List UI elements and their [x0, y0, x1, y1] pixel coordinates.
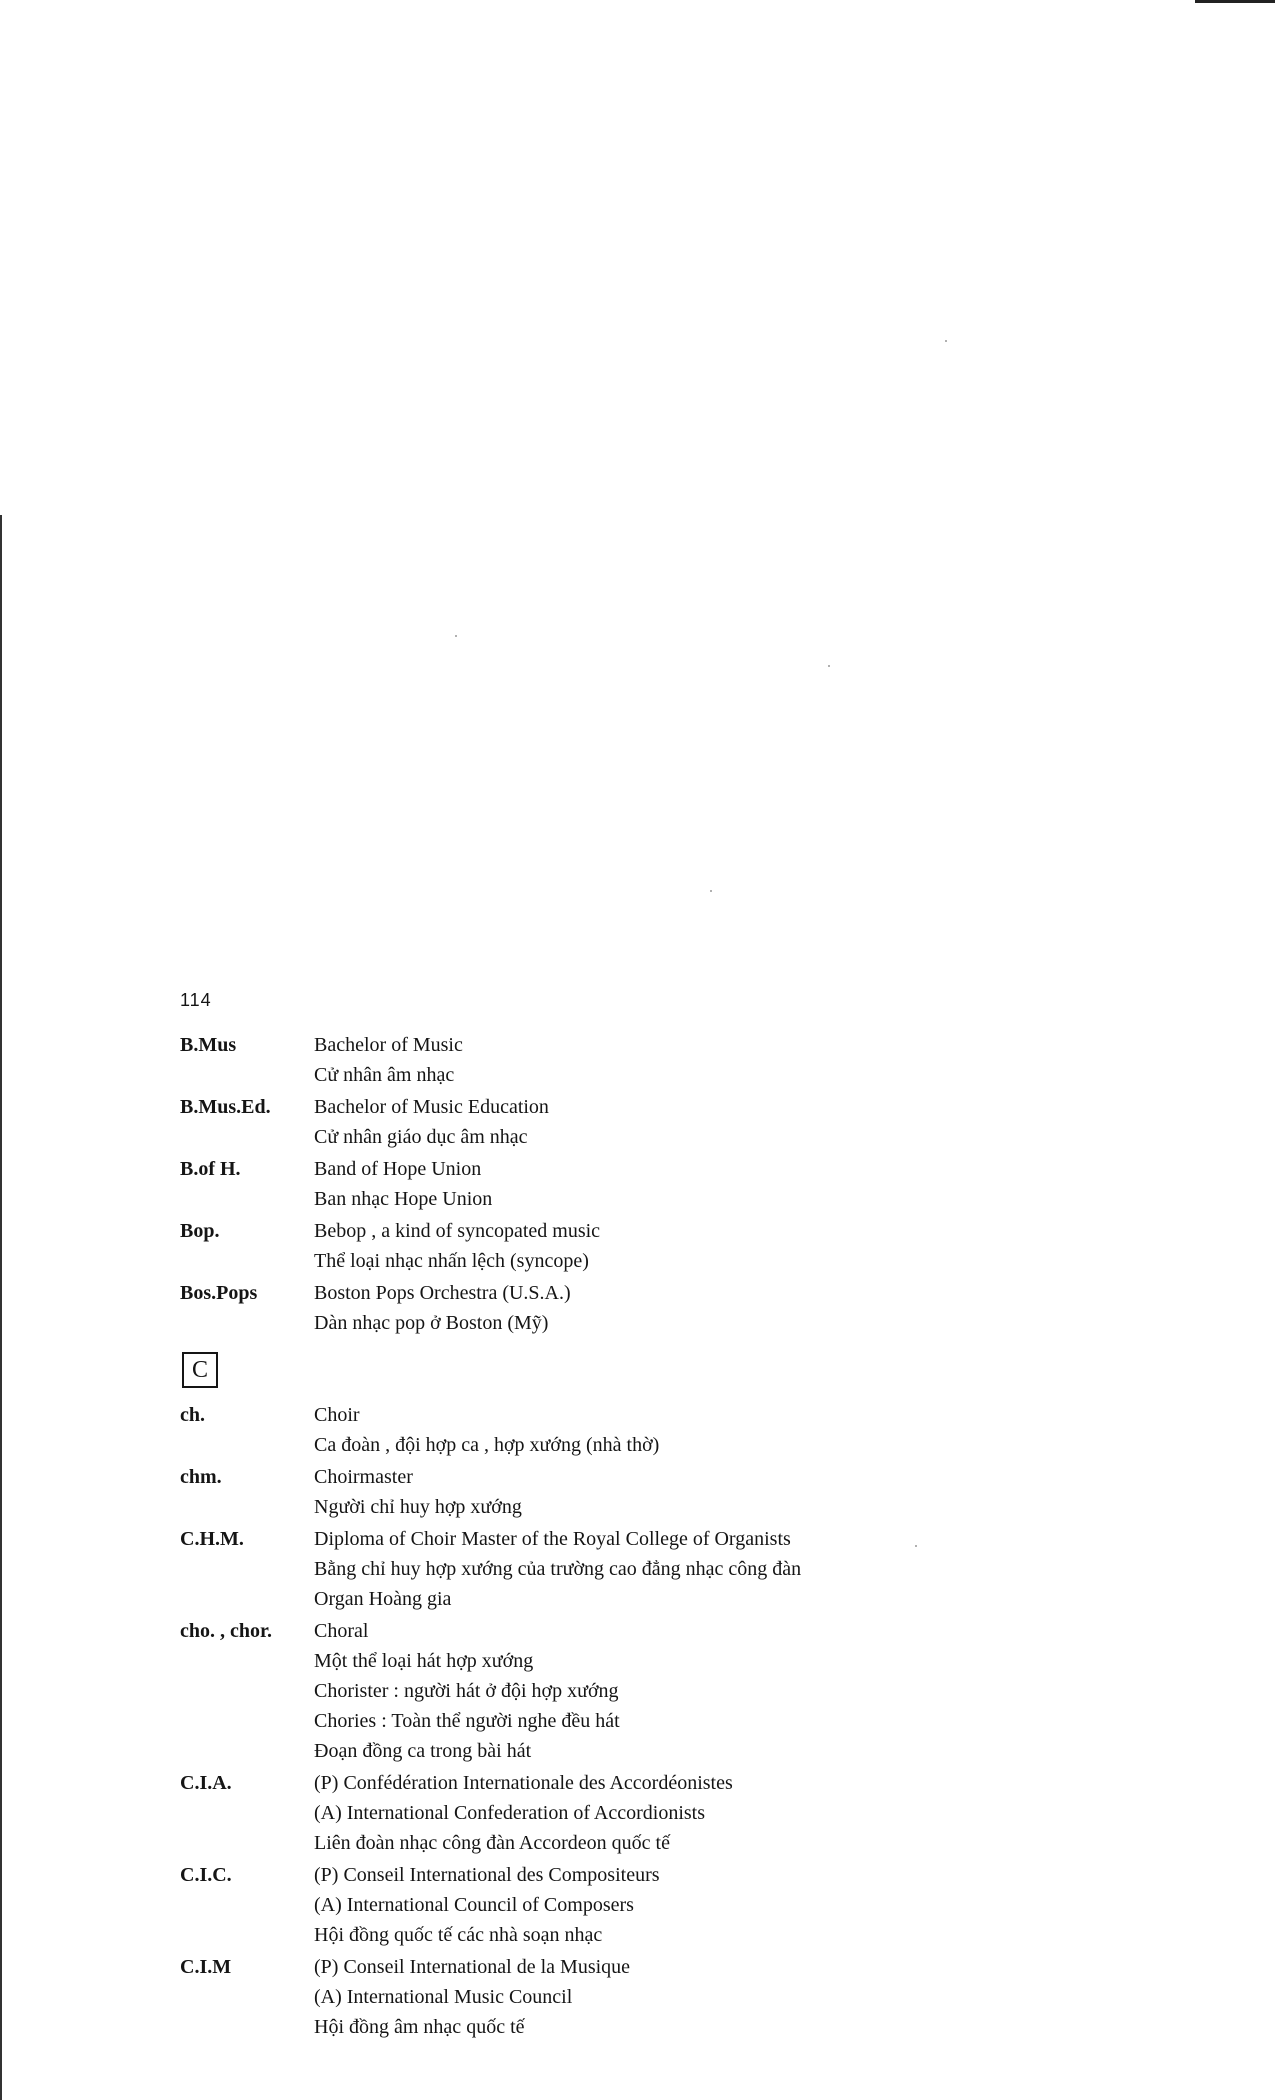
entry-abbreviation: B.of H.	[180, 1158, 241, 1180]
definition-vietnamese: Hội đồng quốc tế các nhà soạn nhạc	[314, 1924, 603, 1946]
definition-vietnamese: Ban nhạc Hope Union	[314, 1188, 493, 1210]
dictionary-entry	[180, 1278, 1080, 1338]
entry-abbreviation: ch.	[180, 1404, 205, 1426]
definition-vietnamese: Organ Hoàng gia	[314, 1588, 452, 1610]
entry-definition	[314, 1154, 1080, 1214]
entry-definition	[314, 1278, 1080, 1338]
definition-vietnamese: Bằng chỉ huy hợp xướng của trường cao đẳng nhạc công đàn	[314, 1558, 802, 1580]
entry-abbreviation: B.Mus	[180, 1034, 237, 1056]
definition-french: (P) Conseil International des Compositeurs	[314, 1864, 660, 1886]
entry-abbreviation: C.I.M	[180, 1956, 232, 1978]
definition-vietnamese: Thể loại nhạc nhấn lệch (syncope)	[314, 1250, 589, 1272]
definition-english: Choirmaster	[314, 1466, 413, 1488]
definition-vietnamese: Người chỉ huy hợp xướng	[314, 1496, 522, 1518]
entry-definition	[314, 1768, 1080, 1858]
entry-definition	[314, 1860, 1080, 1950]
entry-abbreviation: cho. , chor.	[180, 1620, 273, 1642]
entry-list-b	[180, 1030, 1080, 1340]
dictionary-entry	[180, 1952, 1080, 2042]
entry-list-c	[180, 1400, 1080, 2044]
entry-definition	[314, 1030, 1080, 1090]
scan-speck	[945, 340, 947, 342]
definition-french: (P) Confédération Internationale des Accordéonistes	[314, 1772, 733, 1794]
definition-english: (A) International Music Council	[314, 1986, 573, 2008]
dictionary-entry	[180, 1216, 1080, 1276]
definition-english: Diploma of Choir Master of the Royal College of Organists	[314, 1528, 791, 1550]
definition-english: Bebop , a kind of syncopated music	[314, 1220, 601, 1242]
definition-english: Choral	[314, 1620, 369, 1642]
definition-english: Choir	[314, 1404, 360, 1426]
definition-english: Bachelor of Music	[314, 1034, 463, 1056]
entry-abbreviation: Bos.Pops	[180, 1282, 258, 1304]
entry-abbreviation: C.I.C.	[180, 1864, 232, 1886]
dictionary-entry	[180, 1768, 1080, 1858]
section-letter-box: C	[182, 1352, 218, 1388]
dictionary-entry	[180, 1524, 1080, 1614]
scan-speck	[710, 890, 712, 892]
definition-vietnamese: Cử nhân giáo dục âm nhạc	[314, 1126, 528, 1148]
definition-english: Band of Hope Union	[314, 1158, 482, 1180]
definition-english: Bachelor of Music Education	[314, 1096, 549, 1118]
entry-definition	[314, 1952, 1080, 2042]
scan-edge-mark-left	[0, 515, 2, 2100]
definition-vietnamese: Hội đồng âm nhạc quốc tế	[314, 2016, 525, 2038]
definition-french: (P) Conseil International de la Musique	[314, 1956, 631, 1978]
page-number: 114	[180, 990, 212, 1010]
scan-speck	[455, 635, 457, 637]
entry-definition	[314, 1524, 1080, 1614]
entry-abbreviation: C.H.M.	[180, 1528, 244, 1550]
definition-vietnamese: Dàn nhạc pop ở Boston (Mỹ)	[314, 1312, 549, 1334]
entry-abbreviation: B.Mus.Ed.	[180, 1096, 271, 1118]
entry-definition	[314, 1616, 1080, 1766]
entry-abbreviation: chm.	[180, 1466, 222, 1488]
entry-definition	[314, 1092, 1080, 1152]
dictionary-entry	[180, 1400, 1080, 1460]
definition-vietnamese: Chories : Toàn thể người nghe đều hát	[314, 1710, 620, 1732]
definition-vietnamese: Ca đoàn , đội hợp ca , hợp xướng (nhà thờ)	[314, 1434, 660, 1456]
scan-edge-mark-top	[1195, 0, 1275, 3]
entry-definition	[314, 1462, 1080, 1522]
definition-english: (A) International Confederation of Accordionists	[314, 1802, 705, 1824]
definition-english: (A) International Council of Composers	[314, 1894, 634, 1916]
entry-definition	[314, 1400, 1080, 1460]
definition-vietnamese: Một thể loại hát hợp xướng	[314, 1650, 534, 1672]
definition-vietnamese: Chorister : người hát ở đội hợp xướng	[314, 1680, 619, 1702]
definition-vietnamese: Đoạn đồng ca trong bài hát	[314, 1740, 532, 1762]
dictionary-entry	[180, 1860, 1080, 1950]
dictionary-entry	[180, 1462, 1080, 1522]
definition-vietnamese: Cử nhân âm nhạc	[314, 1064, 455, 1086]
entry-abbreviation: Bop.	[180, 1220, 220, 1242]
dictionary-entry	[180, 1030, 1080, 1090]
entry-definition	[314, 1216, 1080, 1276]
definition-english: Boston Pops Orchestra (U.S.A.)	[314, 1282, 571, 1304]
dictionary-entry	[180, 1092, 1080, 1152]
dictionary-entry	[180, 1616, 1080, 1766]
definition-vietnamese: Liên đoàn nhạc công đàn Accordeon quốc tế	[314, 1832, 670, 1854]
entry-abbreviation: C.I.A.	[180, 1772, 232, 1794]
scan-speck	[828, 665, 830, 667]
dictionary-entry	[180, 1154, 1080, 1214]
